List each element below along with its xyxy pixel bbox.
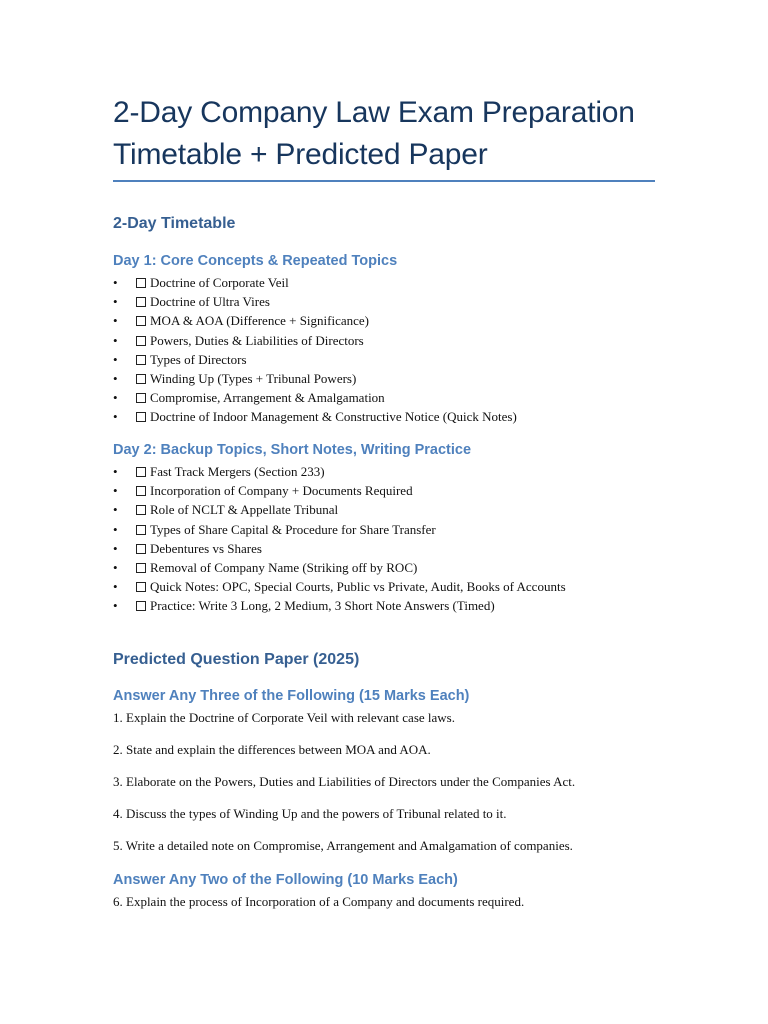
list-item-text: Role of NCLT & Appellate Tribunal xyxy=(150,502,339,518)
list-item xyxy=(113,350,658,369)
checkbox-icon xyxy=(136,486,146,496)
checkbox-icon xyxy=(136,525,146,535)
list-item xyxy=(113,369,658,388)
checkbox-icon xyxy=(136,582,146,592)
checkbox-icon xyxy=(136,505,146,515)
list-item-text: Powers, Duties & Liabilities of Directors xyxy=(150,332,364,348)
list-item xyxy=(113,558,658,577)
paper-heading: Predicted Question Paper (2025) xyxy=(113,651,360,668)
timetable-heading: 2-Day Timetable xyxy=(113,215,236,232)
bullet-icon: • xyxy=(113,598,118,614)
bullet-icon: • xyxy=(113,464,118,479)
title-line-1: 2-Day Company Law Exam Preparation xyxy=(113,96,635,129)
question-5: 5. Write a detailed note on Compromise, Arrangement and Amalgamation of companies. xyxy=(113,838,573,853)
checkbox-icon xyxy=(136,336,146,346)
list-item-text: Types of Share Capital & Procedure for Share Transfer xyxy=(150,521,436,537)
question-4: 4. Discuss the types of Winding Up and the powers of Tribunal related to it. xyxy=(113,806,507,821)
list-item xyxy=(113,520,658,539)
checkbox-icon xyxy=(136,316,146,326)
list-item xyxy=(113,388,658,407)
checkbox-icon xyxy=(136,374,146,384)
section-b-heading: Answer Any Two of the Following (10 Marks Each) xyxy=(113,872,458,888)
day2-list xyxy=(113,462,658,616)
bullet-icon: • xyxy=(113,275,118,290)
bullet-icon: • xyxy=(113,294,118,310)
checkbox-icon xyxy=(136,544,146,554)
checkbox-icon xyxy=(136,355,146,365)
list-item-text: Fast Track Mergers (Section 233) xyxy=(150,464,325,479)
list-item xyxy=(113,311,658,330)
list-item xyxy=(113,539,658,558)
question-1: 1. Explain the Doctrine of Corporate Veil with relevant case laws. xyxy=(113,710,455,725)
bullet-icon: • xyxy=(113,313,118,329)
bullet-icon: • xyxy=(113,502,118,518)
bullet-icon: • xyxy=(113,390,118,406)
checkbox-icon xyxy=(136,393,146,403)
bullet-icon: • xyxy=(113,540,118,556)
bullet-icon: • xyxy=(113,579,118,595)
title-underline xyxy=(113,180,655,182)
day2-heading: Day 2: Backup Topics, Short Notes, Writing Practice xyxy=(113,442,472,458)
list-item-text: Winding Up (Types + Tribunal Powers) xyxy=(150,370,357,386)
checkbox-icon xyxy=(136,412,146,422)
day1-heading: Day 1: Core Concepts & Repeated Topics xyxy=(113,253,398,269)
bullet-icon: • xyxy=(113,351,118,367)
bullet-icon: • xyxy=(113,559,118,575)
day1-list xyxy=(113,273,658,427)
list-item-text: Doctrine of Corporate Veil xyxy=(150,275,289,290)
bullet-icon: • xyxy=(113,332,118,348)
list-item xyxy=(113,596,658,615)
list-item-text: Removal of Company Name (Striking off by ROC) xyxy=(150,559,418,575)
list-item xyxy=(113,273,658,292)
list-item xyxy=(113,407,658,426)
list-item-text: MOA & AOA (Difference + Significance) xyxy=(150,313,370,329)
checkbox-icon xyxy=(136,297,146,307)
list-item xyxy=(113,481,658,500)
document-title xyxy=(113,92,658,176)
list-item xyxy=(113,462,658,481)
bullet-icon: • xyxy=(113,521,118,537)
bullet-icon: • xyxy=(113,409,118,425)
checkbox-icon xyxy=(136,278,146,288)
question-2: 2. State and explain the differences between MOA and AOA. xyxy=(113,742,431,757)
list-item xyxy=(113,577,658,596)
list-item-text: Compromise, Arrangement & Amalgamation xyxy=(150,390,385,406)
question-3: 3. Elaborate on the Powers, Duties and Liabilities of Directors under the Companies Act. xyxy=(113,774,576,789)
section-a-heading: Answer Any Three of the Following (15 Marks Each) xyxy=(113,688,470,704)
list-item-text: Practice: Write 3 Long, 2 Medium, 3 Short Note Answers (Timed) xyxy=(150,598,495,614)
list-item-text: Doctrine of Ultra Vires xyxy=(150,294,270,310)
list-item xyxy=(113,500,658,519)
list-item xyxy=(113,331,658,350)
checkbox-icon xyxy=(136,467,146,477)
bullet-icon: • xyxy=(113,483,118,499)
bullet-icon: • xyxy=(113,370,118,386)
list-item-text: Incorporation of Company + Documents Required xyxy=(150,483,413,499)
list-item-text: Debentures vs Shares xyxy=(150,540,262,556)
list-item xyxy=(113,292,658,311)
list-item-text: Doctrine of Indoor Management & Constructive Notice (Quick Notes) xyxy=(150,409,517,425)
title-line-2: Timetable + Predicted Paper xyxy=(113,138,488,171)
list-item-text: Types of Directors xyxy=(150,351,247,367)
question-6: 6. Explain the process of Incorporation of a Company and documents required. xyxy=(113,894,525,909)
checkbox-icon xyxy=(136,563,146,573)
checkbox-icon xyxy=(136,601,146,611)
list-item-text: Quick Notes: OPC, Special Courts, Public vs Private, Audit, Books of Accounts xyxy=(150,579,566,595)
